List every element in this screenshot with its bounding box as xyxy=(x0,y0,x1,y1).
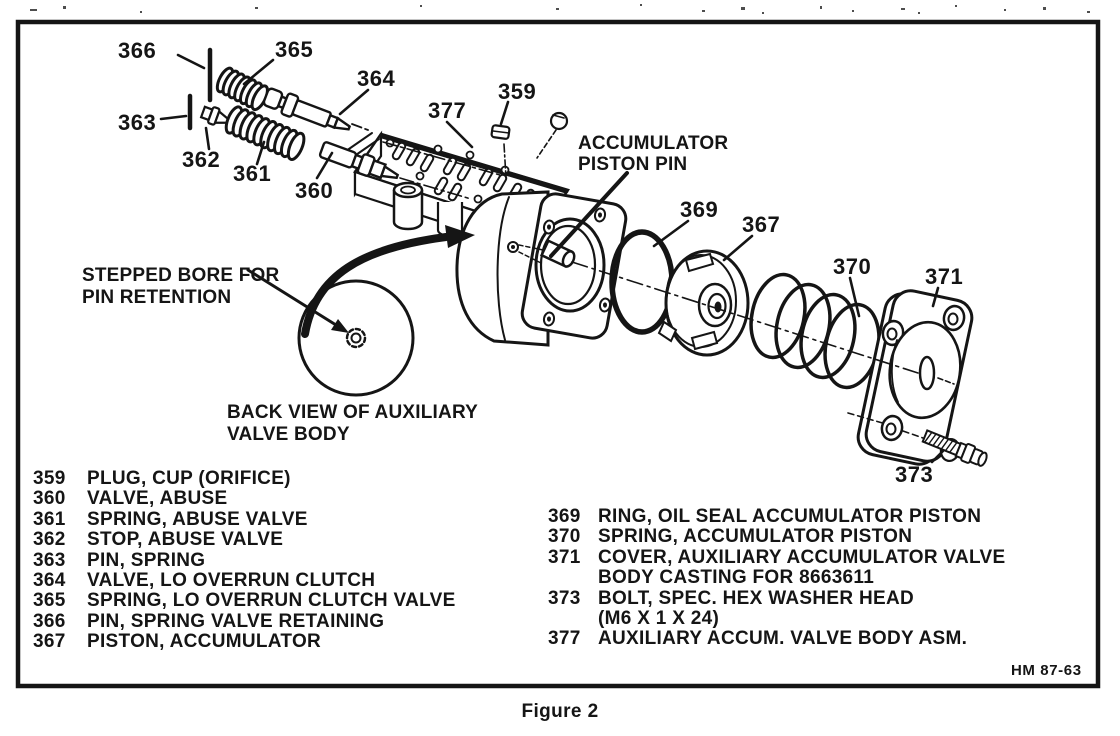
label-stepped-bore-line2: PIN RETENTION xyxy=(82,287,232,308)
parts-row xyxy=(548,527,1005,547)
part-desc: BOLT, SPEC. HEX WASHER HEAD xyxy=(598,587,915,609)
callout-366: 366 xyxy=(118,38,157,63)
callout-371: 371 xyxy=(925,264,964,289)
parts-row xyxy=(33,591,456,611)
parts-row xyxy=(33,489,456,509)
parts-row-continuation xyxy=(548,568,1005,588)
label-accumulator-piston-pin-line1: ACCUMULATOR xyxy=(578,133,729,154)
part-number: 367 xyxy=(33,631,66,653)
callout-361: 361 xyxy=(233,161,272,186)
part-desc: PIN, SPRING xyxy=(87,549,206,571)
part-desc: VALVE, LO OVERRUN CLUTCH xyxy=(87,569,376,591)
spring-365 xyxy=(214,66,270,112)
parts-row xyxy=(33,612,456,632)
callout-377: 377 xyxy=(428,98,467,123)
part-number: 370 xyxy=(548,526,581,548)
oil-seal-ring-369 xyxy=(612,232,672,332)
label-accumulator-piston-pin-line2: PISTON PIN xyxy=(578,154,688,175)
part-number: 359 xyxy=(33,468,66,489)
parts-row xyxy=(33,530,456,550)
callout-362: 362 xyxy=(182,147,221,172)
pin-head-marker xyxy=(537,113,567,158)
part-number: 361 xyxy=(33,508,66,530)
part-desc: PIN, SPRING VALVE RETAINING xyxy=(87,610,385,632)
part-number: 366 xyxy=(33,610,66,632)
parts-row xyxy=(33,571,456,591)
part-desc: SPRING, LO OVERRUN CLUTCH VALVE xyxy=(87,590,456,612)
parts-row xyxy=(33,510,456,530)
figure-caption: Figure 2 xyxy=(521,701,599,722)
part-number: 373 xyxy=(548,587,581,609)
parts-row xyxy=(548,629,1005,649)
callout-365: 365 xyxy=(275,37,314,62)
label-back-view-line1: BACK VIEW OF AUXILIARY xyxy=(227,402,479,423)
part-number: 360 xyxy=(33,488,66,510)
part-desc: AUXILIARY ACCUM. VALVE BODY ASM. xyxy=(598,628,968,650)
part-desc: PISTON, ACCUMULATOR xyxy=(87,631,322,653)
part-desc: SPRING, ACCUMULATOR PISTON xyxy=(598,526,913,548)
parts-list-right xyxy=(548,507,1005,650)
callout-360: 360 xyxy=(295,178,334,203)
part-number: 377 xyxy=(548,628,581,650)
callout-364: 364 xyxy=(357,66,396,91)
spring-370 xyxy=(744,270,886,393)
part-number: 365 xyxy=(33,590,66,612)
part-number: 371 xyxy=(548,546,581,568)
parts-row xyxy=(33,469,456,489)
part-desc: RING, OIL SEAL ACCUMULATOR PISTON xyxy=(598,506,982,527)
part-number: 369 xyxy=(548,506,581,527)
callout-373: 373 xyxy=(895,462,934,487)
part-number: 364 xyxy=(33,569,66,591)
parts-list-left xyxy=(33,469,456,653)
scan-noise xyxy=(30,4,1090,14)
parts-row xyxy=(548,507,1005,527)
callout-370: 370 xyxy=(833,254,872,279)
callout-363: 363 xyxy=(118,110,157,135)
part-desc: SPRING, ABUSE VALVE xyxy=(87,508,308,530)
part-number: 362 xyxy=(33,529,66,551)
callout-369: 369 xyxy=(680,197,719,222)
part-desc: COVER, AUXILIARY ACCUMULATOR VALVE xyxy=(598,546,1006,568)
label-stepped-bore-line1: STEPPED BORE FOR xyxy=(82,265,280,286)
part-number: 363 xyxy=(33,549,66,571)
part-desc: PLUG, CUP (ORIFICE) xyxy=(87,468,291,489)
parts-row xyxy=(33,551,456,571)
part-desc: VALVE, ABUSE xyxy=(87,488,228,510)
part-desc: BODY CASTING FOR 8663611 xyxy=(598,567,875,589)
callout-367: 367 xyxy=(742,212,781,237)
part-desc: (M6 X 1 X 24) xyxy=(598,607,720,629)
part-desc: STOP, ABUSE VALVE xyxy=(87,529,284,551)
parts-row xyxy=(33,632,456,652)
label-back-view-line2: VALVE BODY xyxy=(227,424,350,445)
callout-359: 359 xyxy=(498,79,537,104)
parts-row xyxy=(548,548,1005,568)
doc-code: HM 87-63 xyxy=(1011,662,1082,679)
parts-row-continuation xyxy=(548,609,1005,629)
accumulator-housing xyxy=(457,192,628,345)
parts-row xyxy=(548,589,1005,609)
